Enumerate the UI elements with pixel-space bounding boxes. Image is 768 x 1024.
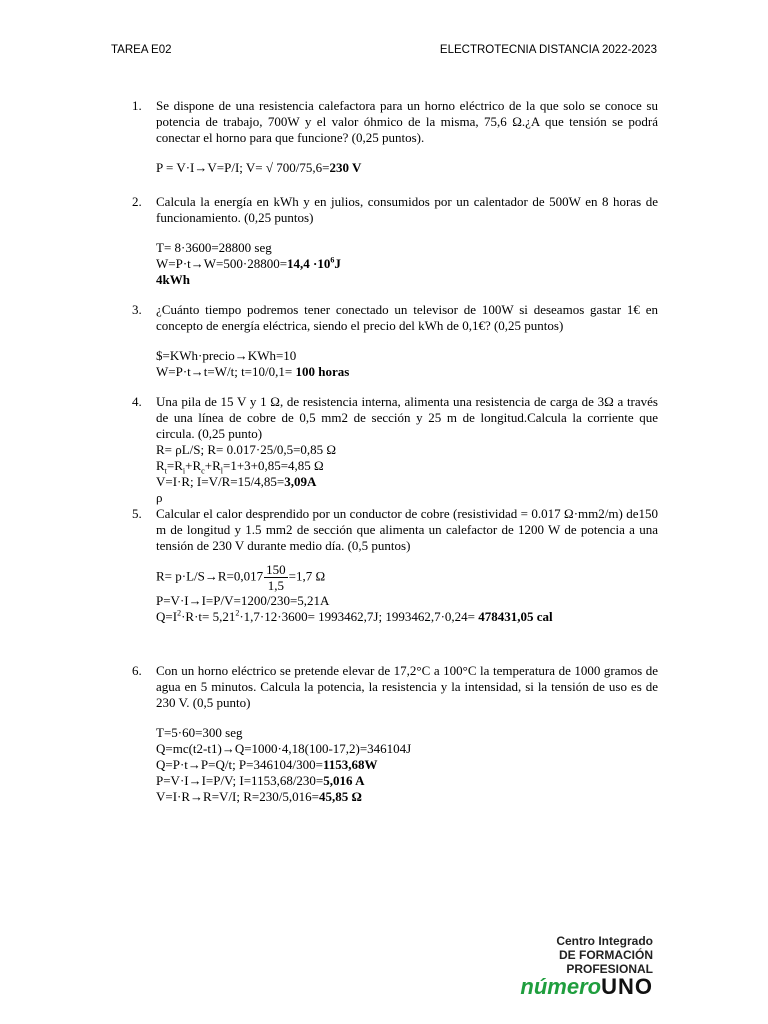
solution-line: P=V·I→I=P/V=1200/230=5,21A bbox=[156, 593, 330, 608]
solution-line: Q=mc(t2-t1)→Q=1000·4,18(100-17,2)=346104J bbox=[156, 741, 412, 756]
question-number: 5. bbox=[132, 506, 142, 521]
question-3 bbox=[0, 302, 658, 334]
question-number: 3. bbox=[132, 302, 142, 317]
document-body bbox=[0, 98, 768, 805]
solution-line: V=I·R→R=V/I; R=230/5,016=45,85 Ω bbox=[156, 789, 362, 804]
question-4 bbox=[0, 394, 658, 442]
solution-line: R= p·L/S→R=0,017 $\frac{150}{1,5}$ =1,7 Ω bbox=[156, 562, 326, 593]
question-6 bbox=[0, 663, 658, 711]
solution-4 bbox=[0, 442, 768, 506]
question-5 bbox=[0, 506, 658, 554]
solution-6 bbox=[0, 725, 768, 805]
solution-line: $R_t=R_i+R_c+R_l=1+3+0,85=4,85$ Ω bbox=[156, 458, 324, 476]
solution-line: P=V·I→I=P/V; I=1153,68/230=5,016 A bbox=[156, 773, 365, 788]
question-number: 1. bbox=[132, 98, 142, 113]
solution-line: Q=P·t→P=Q/t; P=346104/300=1153,68W bbox=[156, 757, 378, 772]
question-text: Calcular el calor desprendido por un conductor de cobre (resistividad = 0.017 Ω·mm2/m) de150 m de longitud y 1.5 mm2 de sección que alimenta un calefactor de 1200 W de potencia a una tensión de 230 V durante medio día. (0,5 puntos) bbox=[156, 506, 658, 553]
question-text: Calcula la energía en kWh y en julios, consumidos por un calentador de 500W en 8 horas de funcionamiento. (0,25 puntos) bbox=[156, 194, 658, 225]
solution-line: W=P·t→t=W/t; t=10/0,1= 100 horas bbox=[156, 364, 350, 379]
question-text: ¿Cuánto tiempo podremos tener conectado un televisor de 100W si deseamos gastar 1€ en concepto de energía eléctrica, siendo el precio del kWh de 0,1€? (0,25 puntos) bbox=[156, 302, 658, 333]
logo-line-1: Centro Integrado bbox=[556, 934, 653, 948]
institution-logo bbox=[513, 934, 653, 998]
question-text: Una pila de 15 V y 1 Ω, de resistencia interna, alimenta una resistencia de carga de 3Ω a través de una línea de cobre de 0,5 mm2 de sección y 25 m de longitud.Calcula la corriente que circula. (0,25 punto) bbox=[156, 394, 658, 441]
solution-2 bbox=[0, 240, 768, 288]
question-2 bbox=[0, 194, 658, 226]
header-left: TAREA E02 bbox=[111, 44, 172, 56]
question-text: Se dispone de una resistencia calefactora para un horno eléctrico de la que solo se conoce su potencia de trabajo, 700W y el valor óhmico de la misma, 75,6 Ω.¿A que tensión se podrá conectar el horno para que funcione? (0,25 puntos). bbox=[156, 98, 658, 145]
question-number: 2. bbox=[132, 194, 142, 209]
solution-line: ρ bbox=[156, 490, 163, 505]
solution-3 bbox=[0, 348, 768, 380]
solution-line: $=KWh·precio→KWh=10 bbox=[156, 348, 297, 363]
solution-line: T=5·60=300 seg bbox=[156, 725, 243, 740]
header-right: ELECTROTECNIA DISTANCIA 2022-2023 bbox=[439, 44, 657, 56]
logo-wordmark: númeroUNO bbox=[520, 974, 653, 999]
question-1 bbox=[0, 98, 658, 146]
solution-line: V=I·R; I=V/R=15/4,85=3,09A bbox=[156, 474, 317, 489]
question-text: Con un horno eléctrico se pretende elevar de 17,2°C a 100°C la temperatura de 1000 gramos de agua en 5 minutos. Calcula la potencia, la resistencia y la intensidad, si la tensión de uso es de 230 V. (0,5 punto) bbox=[156, 663, 658, 710]
question-number: 6. bbox=[132, 663, 142, 678]
fraction: $\frac{150}{1,5}$ bbox=[266, 562, 286, 593]
solution-line: P = V·I→V=P/I; V= √ 700/75,6= bbox=[156, 160, 330, 175]
page-header bbox=[111, 44, 657, 56]
solution-line: T= 8·3600=28800 seg bbox=[156, 240, 272, 255]
solution-1 bbox=[0, 160, 768, 176]
solution-result: 4kWh bbox=[156, 272, 190, 287]
solution-line: $Q=I^2\cdot R\cdot t= 5,21^2\cdot 1,7\cdot 12\cdot 3600= 1993462,7J$; 1993462,7·0,24= 478431,05 cal bbox=[156, 608, 553, 624]
question-number: 4. bbox=[132, 394, 142, 409]
solution-5 bbox=[0, 562, 768, 625]
solution-line: R= ρL/S; R= 0.017·25/0,5=0,85 Ω bbox=[156, 442, 337, 457]
solution-result: 230 V bbox=[329, 160, 362, 175]
logo-line-2: DE FORMACIÓN PROFESIONAL bbox=[559, 948, 653, 976]
solution-line: $W=P\cdot t\to W=500\cdot 28800=14,4 \cdot 10^6J$ bbox=[156, 255, 341, 271]
